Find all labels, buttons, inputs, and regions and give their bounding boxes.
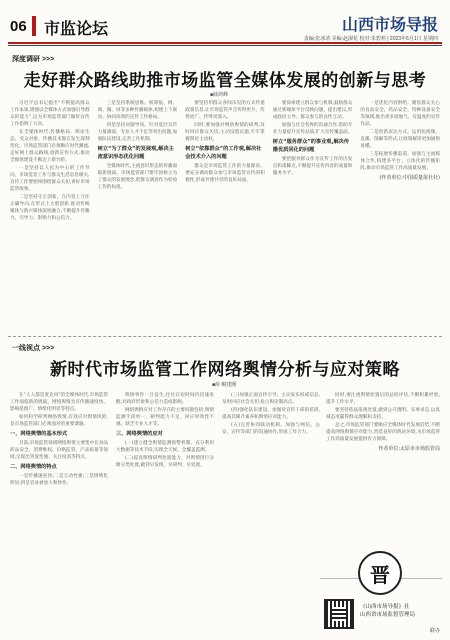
paragraph: 二是坚持守正创新。在内容上守住正确导向,在形式上大胆创新,推动传统媒体与新兴媒体深度融合,不断提升传播力、引导力、影响力和公信力。 (10, 195, 90, 221)
subheading: 树立“依靠群众”的工作观,解决社会技术介入的问题 (185, 146, 262, 160)
paragraph: 一是传播速度快;二是互动性强;三是情绪化明显;四是容易被放大和炒作。 (10, 474, 108, 486)
article2-author: ■薛 鲲建刚 (212, 382, 237, 388)
paragraph: (五)完善协同联动机制。加强与网信、公安、宣传等部门的沟通协作,形成工作合力。 (222, 423, 320, 435)
paragraph: 一是坚持以人民为中心的工作导向。市场监管工作与群众生活息息相关,宣传工作要始终围绕群众关切,讲好市场监管故事。 (10, 166, 90, 192)
paragraph: 要坚持用群众喜闻乐见的方式传递政策信息,让市场监管声音传得更开、传得更广、传得更深入。 (185, 101, 265, 120)
publisher-box (320, 562, 442, 634)
page-header (8, 8, 442, 46)
article2-body (10, 392, 320, 634)
paragraph: 目前,市场监管领域网络舆情主要集中在食品药品安全、消费维权、价格监管、产品质量等领域,呈现出突发性强、关注度高等特点。 (10, 441, 108, 460)
article1-author: ■薛鸿峰 (210, 92, 229, 98)
paragraph: 四是坚持问题导向。针对基层宣传力量薄弱、专业人才不足等突出问题,加强队伍建设,完善工作机制。 (97, 123, 178, 142)
newspaper-logo (358, 551, 402, 595)
editor-credits: 责编:张冰清 美编:赵淑花 校对:朱碧莉 | 2023年6月1日 星期四 (303, 36, 438, 42)
newspaper-name: 山西市场导报 (341, 15, 438, 34)
paragraph: (三)加强正面宣传引导。主动发布权威信息,及时回应社会关切,抢占舆论制高点。 (222, 393, 320, 405)
paragraph: 加强与社会各界的沟通合作,借助专业力量提升宣传品质,扩大宣传覆盖面。 (272, 123, 353, 135)
article1-column-3 (185, 100, 265, 332)
logo-glyph: 晋 (370, 562, 390, 587)
article2-column-2 (116, 392, 214, 634)
subheading: 树立“为了群众”的发展观,解决主流意识形态优化问题 (97, 146, 174, 160)
paragraph: 二是创新表达方式。运用短视频、直播、图解等形式,让政策解读更加通俗易懂。 (360, 130, 440, 149)
header-rule (8, 42, 442, 44)
paragraph: 如何科学研判网络舆情,有效应对舆情风险,是市场监管部门必须面对的重要课题。 (10, 415, 108, 427)
paragraph: 全媒体时代,主流意识形态的传播面临新挑战。市场监管部门要牢固树立为了群众的发展理念,把群众满意作为检验工作的标准。 (97, 164, 178, 190)
paragraph: 一是优化内容供给。聚焦群众关心的食品安全、药品安全、特种设备安全等领域,推出更多接地气、有温度的宣传作品。 (360, 101, 440, 127)
article1-title: 走好群众路线助推市场监管全媒体发展的创新与思考 (23, 71, 427, 90)
subheading: 三、网络舆情的应对 (116, 431, 163, 437)
article1-column-2 (98, 100, 178, 332)
paragraph: 同时,要加强对网络舆情的研判,及时回应群众关切,主动设置议题,牢牢掌握舆论主动权。 (185, 123, 265, 142)
paragraph: (四)强化队伍建设。加强对宣传干部的培训,提高其媒介素养和舆情应对能力。 (222, 408, 320, 420)
page-number: 06 (10, 18, 27, 35)
paragraph: (二)提高舆情研判处置能力。对舆情进行分级分类处置,做到早发现、早研判、早处置。 (116, 456, 214, 468)
article2-body-right (326, 392, 440, 572)
paragraph: 总之,市场监管部门要顺应全媒体时代发展趋势,不断提高网络舆情应对能力,营造良好的舆论环境,为市场监管工作高质量发展提供有力保障。 (326, 423, 440, 442)
paragraph: 习近平总书记提出“不断提高群众工作本领,增强以全媒体方式加强引导群众的能力”,这为市场监管部门做好宣传工作指明了方向。 (10, 101, 90, 127)
article1-column-5 (360, 100, 440, 332)
paragraph: 要探索建立群众参与机制,鼓励群众通过新媒体平台反映问题、提出建议,形成政府主导、群众参与的良性互动。 (272, 101, 353, 120)
joint-label: 联办 (429, 628, 440, 634)
paragraph: 要坚持依法依规处置,做到公开透明、实事求是,以真诚态度赢得群众理解和支持。 (326, 408, 440, 420)
section-marker (32, 16, 36, 36)
paragraph: 同时,要注重舆情处置后的总结评估,不断积累经验,提升工作水平。 (326, 393, 440, 405)
paragraph: 群众是市场监管工作的力量源泉。要充分调动群众参与市场监管宣传的积极性,形成共建共享的良好局面。 (185, 164, 265, 183)
author-affiliation: 作者单位:太原市市场监管局 (378, 446, 440, 452)
paragraph: 要把服务群众作为宣传工作的出发点和落脚点,不断提升宣传内容的质量和服务水平。 (272, 157, 353, 176)
qr-code-icon (324, 599, 354, 629)
article1-column-1 (10, 100, 90, 332)
paragraph: 在“人人都是麦克风”的全媒体时代,市场监管工作面临新的挑战。网络舆情具有传播速度快、影响范围广、情绪化明显等特点。 (10, 393, 108, 412)
article1-column-4 (273, 100, 353, 332)
subheading: 树立“服务群众”的事业观,解决传播优质回化的问题 (272, 139, 350, 153)
article2-column-3 (222, 392, 320, 634)
paragraph: 舆情事件一旦发生,往往在短时间内迅速发酵,对政府形象和公信力造成影响。 (116, 393, 214, 405)
article1-kicker: 深度调研 >>> (12, 56, 55, 63)
publisher-text (360, 603, 415, 619)
header-rule-thin (8, 45, 442, 46)
paragraph: 三是拓展传播渠道。加强与主流媒体合作,构建多平台、立体化的传播矩阵,推动市场监管工作高质量发展。 (360, 152, 440, 171)
article2-kicker: 一线视点 >>> (12, 345, 55, 352)
publisher-line-1: 《山西市场导报》社 (360, 604, 410, 610)
article2-title: 新时代市场监管工作网络舆情分析与应对策略 (50, 360, 400, 379)
article1-body (10, 100, 440, 332)
paragraph: 在全媒体时代,传播格局、舆论生态、受众对象、传播技术都在发生深刻变化。市场监管部门必须顺应时代潮流,走好网上群众路线,创新宣传方式,推动全媒体建设不断迈上新台阶。 (10, 130, 90, 163)
paragraph: 网络舆情应对工作存在的主要问题包括:舆情监测手段单一、研判能力不足、回应时效性不强、缺乏专业人才等。 (116, 408, 214, 427)
section-divider (8, 336, 442, 337)
paragraph: 三是坚持系统思维。统筹报、网、端、微、屏等多种传播载体,构建上下联动、协同高效的宣传工作格局。 (97, 101, 178, 120)
article2-column-1 (10, 392, 108, 634)
paragraph: (一)建立健全舆情监测预警机制。充分利用大数据等技术手段,实现全天候、全覆盖监测。 (116, 441, 214, 453)
section-title: 市监论坛 (44, 21, 109, 38)
publisher-line-2: 山西省市场监督管理局 (360, 612, 416, 618)
subheading: 一、网络舆情的基本形式 (10, 431, 68, 437)
subheading: 二、网络舆情的特点 (10, 464, 57, 470)
article2-column-4 (326, 392, 440, 572)
author-affiliation: (作者单位:中国质量报社社) (379, 175, 440, 181)
